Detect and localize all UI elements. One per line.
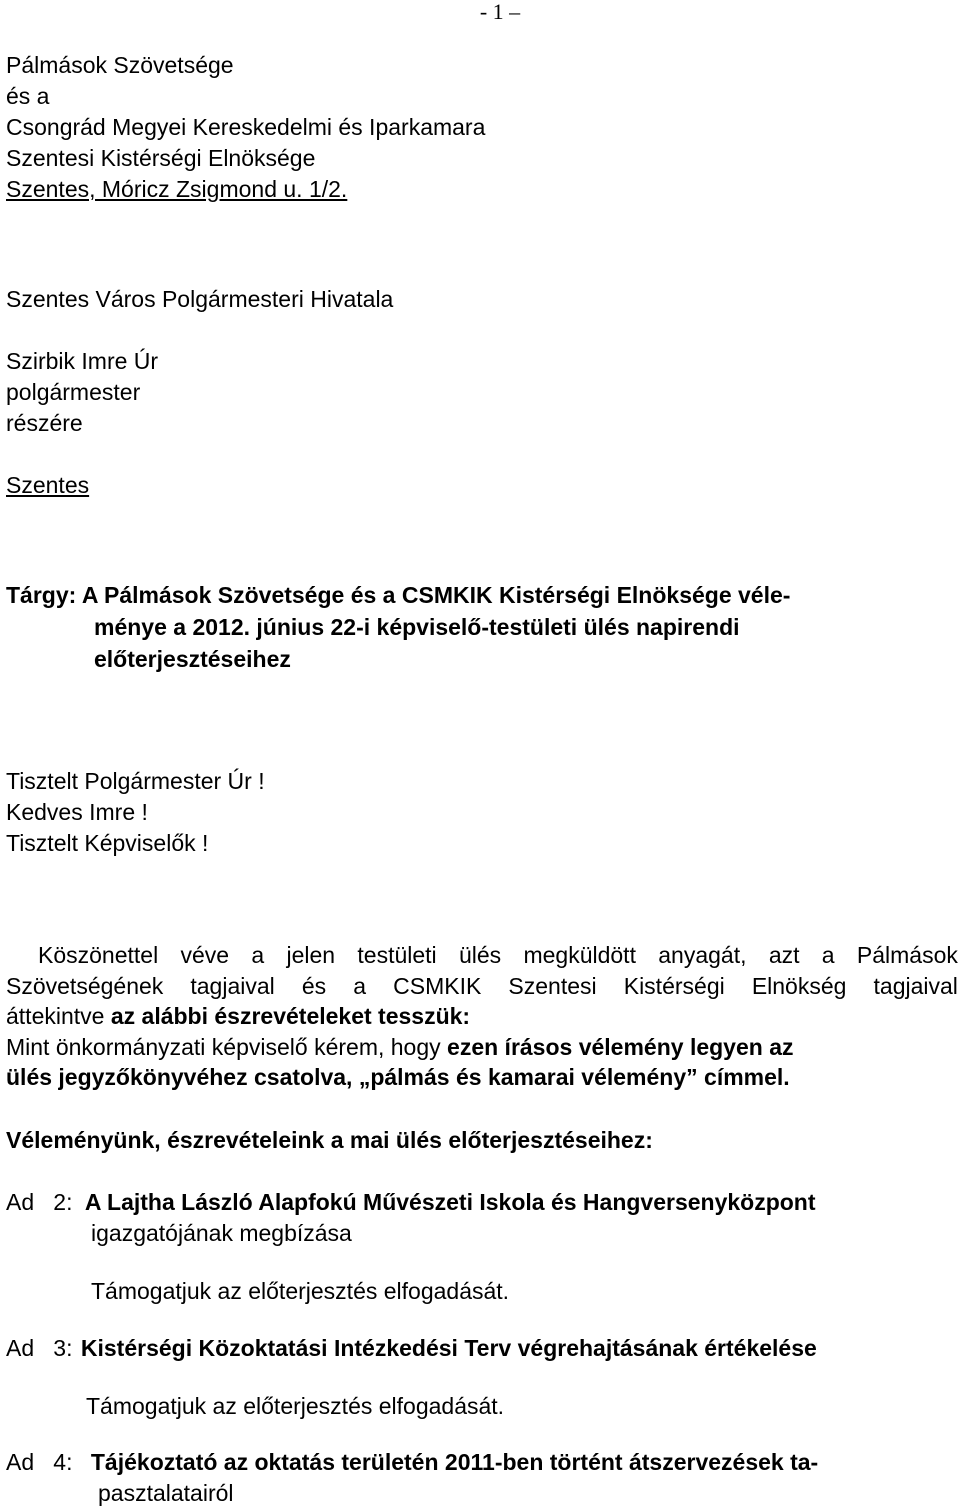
body-word: véve — [180, 942, 230, 968]
subject-line: előterjesztéseihez — [94, 646, 291, 672]
subject-block — [6, 580, 790, 676]
agenda-item-title: Tájékoztató az oktatás területén 2011-ben történt átszervezések ta- — [90, 1449, 819, 1475]
opinions-heading: Véleményünk, észrevételeink a mai ülés előterjesztéseihez: — [6, 1127, 653, 1153]
recipient-city: Szentes — [6, 472, 90, 498]
body-word: tagjaival — [873, 972, 958, 999]
body-word: megküldött — [523, 942, 636, 968]
sender-line: Csongrád Megyei Kereskedelmi és Iparkamara — [6, 114, 486, 140]
body-line-2 — [6, 971, 958, 1002]
body-paragraph — [6, 940, 958, 1093]
body-line-3 — [6, 1001, 958, 1032]
body-word: Kistérségi — [623, 972, 725, 999]
agenda-item-2 — [6, 1187, 816, 1218]
recipient-name: Szirbik Imre Úr — [6, 348, 159, 374]
body-word: testületi — [357, 942, 437, 968]
agenda-item-title-cont: igazgatójának megbízása — [91, 1220, 352, 1246]
body-word: jelen — [286, 942, 336, 968]
body-word: CSMKIK — [393, 972, 482, 999]
body-word: ülés — [458, 942, 502, 968]
subject-line: Tárgy: A Pálmások Szövetsége és a CSMKIK Kistérségi Elnöksége véle- — [6, 582, 791, 608]
body-word: Köszönettel — [38, 942, 159, 968]
agenda-item-label: Ad 2: — [6, 1189, 73, 1215]
greeting-line: Kedves Imre ! — [6, 799, 148, 825]
agenda-item-title-cont: pasztalatairól — [98, 1480, 234, 1506]
agenda-item-4 — [6, 1447, 818, 1478]
body-word: Elnökség — [751, 972, 847, 999]
body-word: Szentesi — [508, 972, 597, 999]
recipient-for: részére — [6, 410, 83, 436]
agenda-item-label: Ad 4: — [6, 1449, 73, 1475]
greeting-line: Tisztelt Polgármester Úr ! — [6, 768, 265, 794]
subject-line: ménye a 2012. június 22-i képviselő-testületi ülés napirendi — [94, 614, 740, 640]
body-word: és — [301, 972, 327, 999]
recipient-office: Szentes Város Polgármesteri Hivatala — [6, 286, 394, 312]
body-line-4 — [6, 1032, 958, 1063]
body-word: a — [251, 942, 265, 968]
body-line-1 — [6, 940, 958, 971]
agenda-item-title: A Lajtha László Alapfokú Művészeti Iskola és Hangversenyközpont — [84, 1189, 816, 1215]
body-text: áttekintve — [6, 1003, 111, 1029]
sender-line: Szentesi Kistérségi Elnöksége — [6, 145, 316, 171]
recipient-block — [6, 346, 158, 439]
greeting-line: Tisztelt Képviselők ! — [6, 830, 209, 856]
page-number: - 1 – — [479, 0, 521, 24]
agenda-item-title: Kistérségi Közoktatási Intézkedési Terv végrehajtásának értékelése — [80, 1335, 817, 1361]
agenda-item-support: Támogatjuk az előterjesztés elfogadását. — [91, 1278, 510, 1304]
body-word: a — [821, 942, 835, 968]
body-text: Mint önkormányzati képviselő kérem, hogy — [6, 1033, 448, 1060]
body-emphasis: az alábbi észrevételeket tesszük: — [110, 1003, 471, 1029]
body-line-5: ülés jegyzőkönyvéhez csatolva, „pálmás és kamarai vélemény” címmel. — [6, 1064, 790, 1090]
body-word: Pálmások — [856, 942, 958, 968]
sender-line: és a — [6, 83, 50, 109]
agenda-item-support: Támogatjuk az előterjesztés elfogadását. — [86, 1393, 505, 1419]
agenda-item-3 — [6, 1333, 817, 1364]
greeting-block — [6, 766, 265, 859]
body-word: anyagát, — [658, 942, 747, 968]
recipient-role: polgármester — [6, 379, 141, 405]
sender-address: Szentes, Móricz Zsigmond u. 1/2. — [6, 176, 348, 202]
body-word: azt — [768, 942, 800, 968]
sender-line: Pálmások Szövetsége — [6, 52, 234, 78]
body-emphasis: ezen írásos vélemény legyen az — [447, 1033, 794, 1060]
body-word: tagjaival — [190, 972, 275, 999]
agenda-item-label: Ad 3: — [6, 1335, 73, 1361]
body-word: a — [353, 972, 367, 999]
sender-block — [6, 50, 485, 205]
body-word: Szövetségének — [6, 972, 164, 999]
